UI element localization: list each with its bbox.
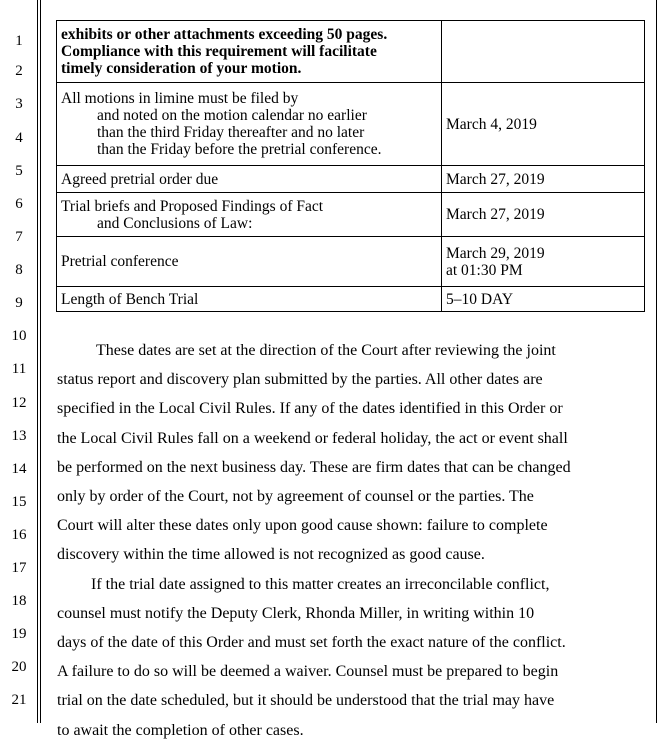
line-number: 11	[11, 361, 27, 377]
date-cell	[442, 237, 645, 287]
event-line: and noted on the motion calendar no earlier	[97, 107, 367, 124]
line-number: 19	[11, 626, 27, 642]
date-cell	[442, 287, 645, 312]
line-number: 15	[11, 494, 27, 510]
line-number: 4	[15, 130, 23, 146]
event-line: Length of Bench Trial	[61, 290, 199, 308]
line-number: 8	[15, 262, 23, 278]
event-line: Compliance with this requirement will facilitate	[61, 43, 377, 60]
body-line: specified in the Local Civil Rules. If any of the dates identified in this Order or	[57, 400, 563, 418]
body-line: A failure to do so will be deemed a waiver. Counsel must be prepared to begin	[57, 663, 559, 681]
body-line: be performed on the next business day. These are firm dates that can be changed	[57, 458, 571, 476]
event-cell	[57, 237, 442, 287]
event-line: than the third Friday thereafter and no later	[97, 124, 365, 141]
line-number: 18	[11, 593, 27, 609]
date-text: March 29, 2019	[446, 244, 545, 262]
line-number: 14	[11, 461, 27, 477]
event-line: exhibits or other attachments exceeding 50 pages.	[61, 26, 388, 43]
event-line: Agreed pretrial order due	[61, 170, 219, 188]
line-number: 20	[11, 659, 27, 675]
table-row	[57, 193, 645, 237]
table-row	[57, 166, 645, 193]
date-cell	[442, 193, 645, 237]
line-number: 5	[15, 163, 23, 179]
right-margin-rule	[656, 0, 657, 723]
schedule-table	[56, 20, 645, 312]
date-cell	[442, 21, 645, 83]
line-number: 16	[11, 527, 27, 543]
body-line: These dates are set at the direction of the Court after reviewing the joint	[96, 342, 556, 359]
date-text: March 4, 2019	[446, 115, 537, 133]
table-row	[57, 287, 645, 312]
left-margin-rule	[40, 0, 41, 723]
event-line: Pretrial conference	[61, 253, 179, 270]
body-line: only by order of the Court, not by agreement of counsel or the parties. The	[57, 488, 534, 506]
line-number: 3	[15, 96, 23, 112]
line-number: 17	[11, 560, 27, 576]
body-line: If the trial date assigned to this matter creates an irreconcilable conflict,	[91, 575, 550, 593]
table-row	[57, 237, 645, 287]
line-number: 2	[15, 63, 23, 79]
left-margin-rule	[37, 0, 38, 723]
body-line: status report and discovery plan submitted by the parties. All other dates are	[57, 371, 543, 389]
body-line: the Local Civil Rules fall on a weekend or federal holiday, the act or event shall	[57, 429, 568, 447]
body-line: to await the completion of other cases.	[57, 721, 304, 739]
date-cell	[442, 166, 645, 193]
line-number: 6	[15, 196, 23, 212]
body-line: discovery within the time allowed is not recognized as good cause.	[57, 546, 485, 564]
event-cell	[57, 166, 442, 193]
event-line: timely consideration of your motion.	[61, 60, 302, 77]
body-line: Court will alter these dates only upon good cause shown: failure to complete	[57, 517, 548, 535]
date-cell	[442, 83, 645, 166]
line-number: 10	[11, 328, 27, 344]
body-line: trial on the date scheduled, but it should be understood that the trial may have	[57, 692, 555, 710]
date-text: 5–10 DAY	[446, 290, 514, 308]
event-cell	[57, 21, 442, 83]
event-line: All motions in limine must be filed by	[61, 90, 299, 107]
body-line: days of the date of this Order and must set forth the exact nature of the conflict.	[57, 634, 566, 652]
body-line: counsel must notify the Deputy Clerk, Rhonda Miller, in writing within 10	[57, 604, 535, 622]
event-cell	[57, 287, 442, 312]
date-text: March 27, 2019	[446, 206, 545, 223]
table-row	[57, 83, 645, 166]
line-number: 12	[11, 395, 27, 411]
body-paragraph	[57, 336, 637, 745]
event-line: Trial briefs and Proposed Findings of Fact	[61, 197, 324, 215]
event-line: and Conclusions of Law:	[97, 214, 253, 232]
line-number: 7	[15, 229, 23, 245]
event-cell	[57, 193, 442, 237]
time-text: at 01:30 PM	[446, 261, 523, 279]
event-cell	[57, 83, 442, 166]
date-text: March 27, 2019	[446, 170, 545, 188]
line-number: 21	[11, 692, 27, 708]
table-row	[57, 21, 645, 83]
line-number: 13	[11, 428, 27, 444]
event-line: than the Friday before the pretrial conference.	[97, 141, 382, 158]
line-number: 1	[15, 33, 23, 49]
line-number: 9	[15, 295, 23, 311]
